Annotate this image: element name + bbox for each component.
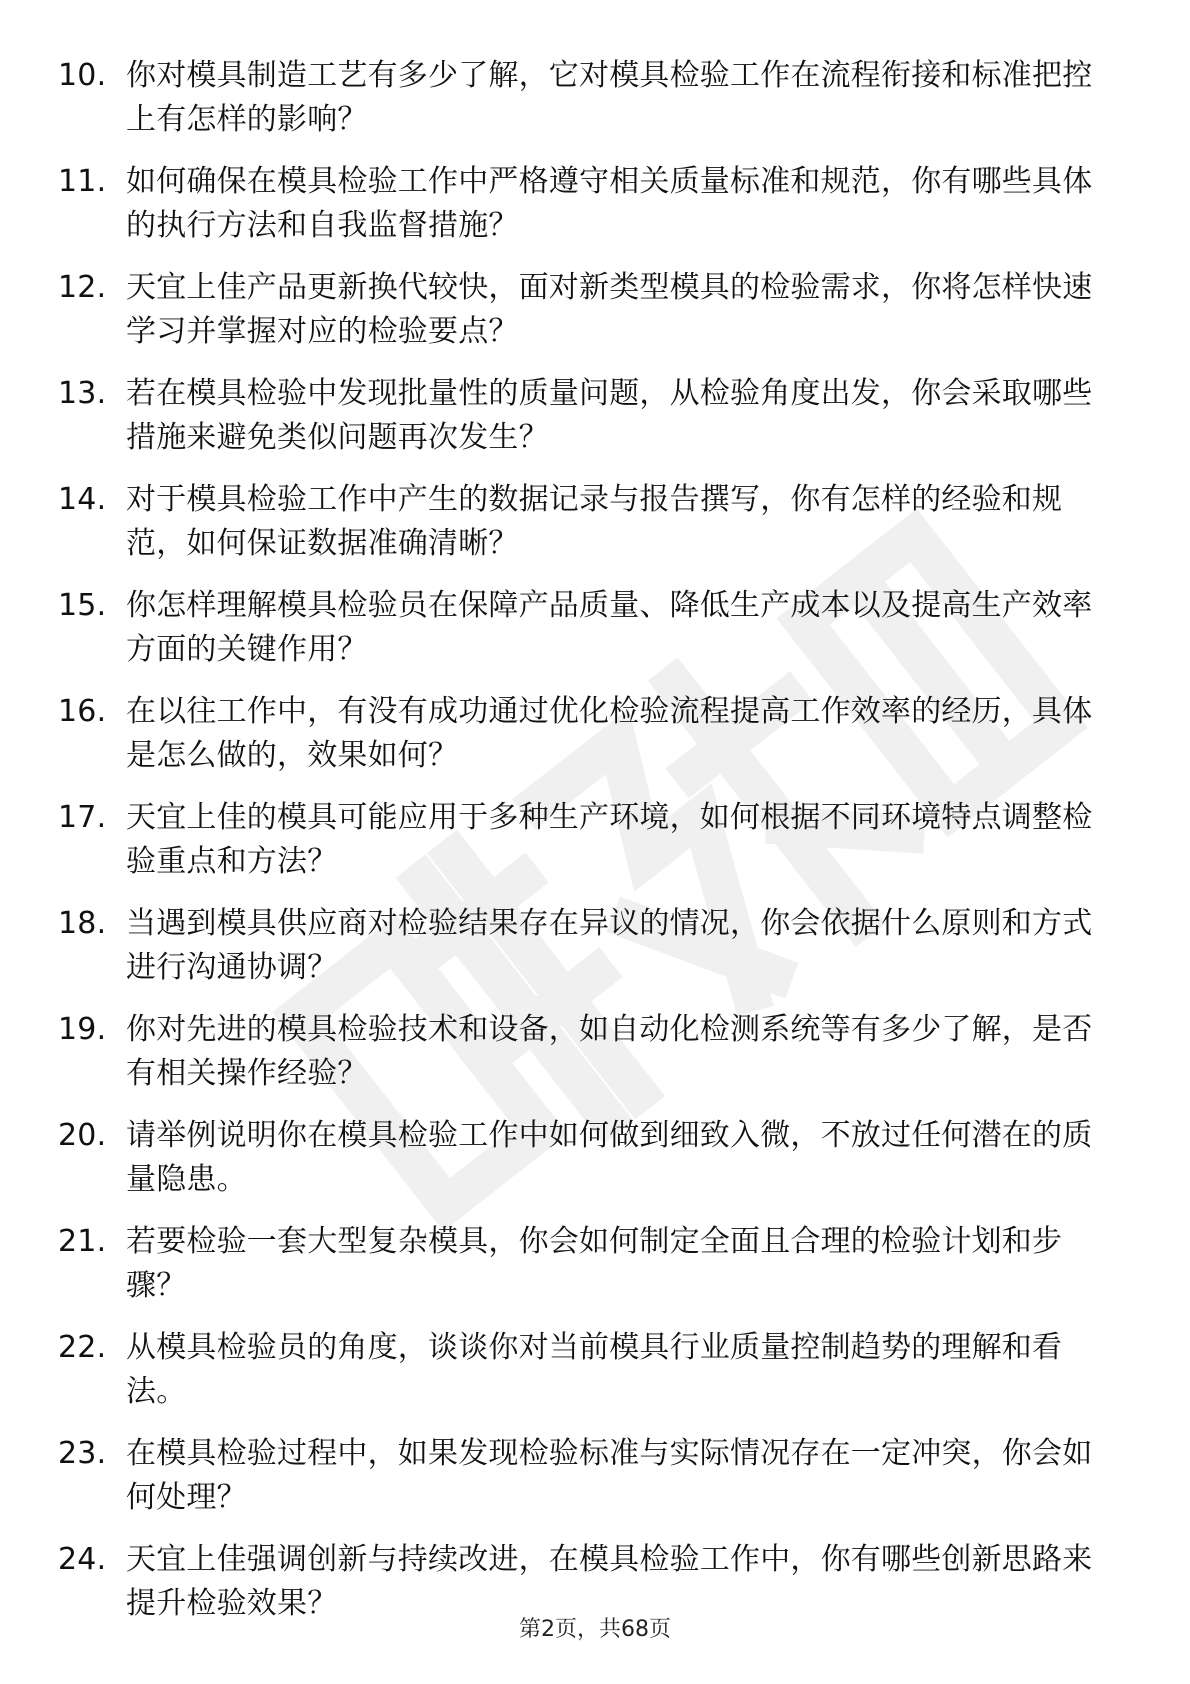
list-item	[58, 54, 1118, 142]
question-text: 天宜上佳产品更新换代较快，面对新类型模具的检验需求，你将怎样快速学习并掌握对应的检验要点？	[126, 270, 1093, 349]
list-item	[58, 902, 1118, 990]
question-number: 18.	[58, 906, 107, 941]
question-text: 如何确保在模具检验工作中严格遵守相关质量标准和规范，你有哪些具体的执行方法和自我监督措施？	[126, 164, 1093, 243]
question-text: 请举例说明你在模具检验工作中如何做到细致入微，不放过任何潜在的质量隐患。	[126, 1118, 1093, 1197]
question-text: 若要检验一套大型复杂模具，你会如何制定全面且合理的检验计划和步骤？	[126, 1224, 1063, 1303]
list-item	[58, 1114, 1118, 1202]
question-number: 12.	[58, 270, 107, 305]
question-text: 从模具检验员的角度，谈谈你对当前模具行业质量控制趋势的理解和看法。	[126, 1330, 1063, 1409]
question-text: 你对先进的模具检验技术和设备，如自动化检测系统等有多少了解，是否有相关操作经验？	[126, 1012, 1093, 1091]
question-text: 若在模具检验中发现批量性的质量问题，从检验角度出发，你会采取哪些措施来避免类似问题再次发生？	[126, 376, 1093, 455]
list-item	[58, 372, 1118, 460]
question-number: 22.	[58, 1330, 107, 1365]
question-list	[58, 54, 1118, 1644]
question-text: 你怎样理解模具检验员在保障产品质量、降低生产成本以及提高生产效率方面的关键作用？	[126, 588, 1093, 667]
question-number: 13.	[58, 376, 107, 411]
list-item	[58, 478, 1118, 566]
question-number: 15.	[58, 588, 107, 623]
question-text: 你对模具制造工艺有多少了解，它对模具检验工作在流程衔接和标准把控上有怎样的影响？	[126, 58, 1093, 137]
question-number: 23.	[58, 1436, 107, 1471]
question-number: 16.	[58, 694, 107, 729]
question-number: 19.	[58, 1012, 107, 1047]
question-number: 21.	[58, 1224, 107, 1259]
list-item	[58, 690, 1118, 778]
question-number: 20.	[58, 1118, 107, 1153]
question-number: 11.	[58, 164, 107, 199]
page-footer: 第2页，共68页	[519, 1617, 671, 1642]
question-text: 天宜上佳的模具可能应用于多种生产环境，如何根据不同环境特点调整检验重点和方法？	[126, 800, 1093, 879]
list-item	[58, 796, 1118, 884]
list-item	[58, 1326, 1118, 1414]
list-item	[58, 160, 1118, 248]
list-item	[58, 266, 1118, 354]
question-text: 天宜上佳强调创新与持续改进，在模具检验工作中，你有哪些创新思路来提升检验效果？	[126, 1542, 1093, 1621]
question-number: 14.	[58, 482, 107, 517]
question-text: 在模具检验过程中，如果发现检验标准与实际情况存在一定冲突，你会如何处理？	[126, 1436, 1093, 1515]
question-text: 对于模具检验工作中产生的数据记录与报告撰写，你有怎样的经验和规范，如何保证数据准确清晰？	[126, 482, 1063, 561]
list-item	[58, 1432, 1118, 1520]
question-text: 在以往工作中，有没有成功通过优化检验流程提高工作效率的经历，具体是怎么做的，效果如何？	[126, 694, 1093, 773]
question-number: 24.	[58, 1542, 107, 1577]
question-text: 当遇到模具供应商对检验结果存在异议的情况，你会依据什么原则和方式进行沟通协调？	[126, 906, 1093, 985]
list-item	[58, 1220, 1118, 1308]
question-number: 10.	[58, 58, 107, 93]
list-item	[58, 1008, 1118, 1096]
list-item	[58, 584, 1118, 672]
question-number: 17.	[58, 800, 107, 835]
